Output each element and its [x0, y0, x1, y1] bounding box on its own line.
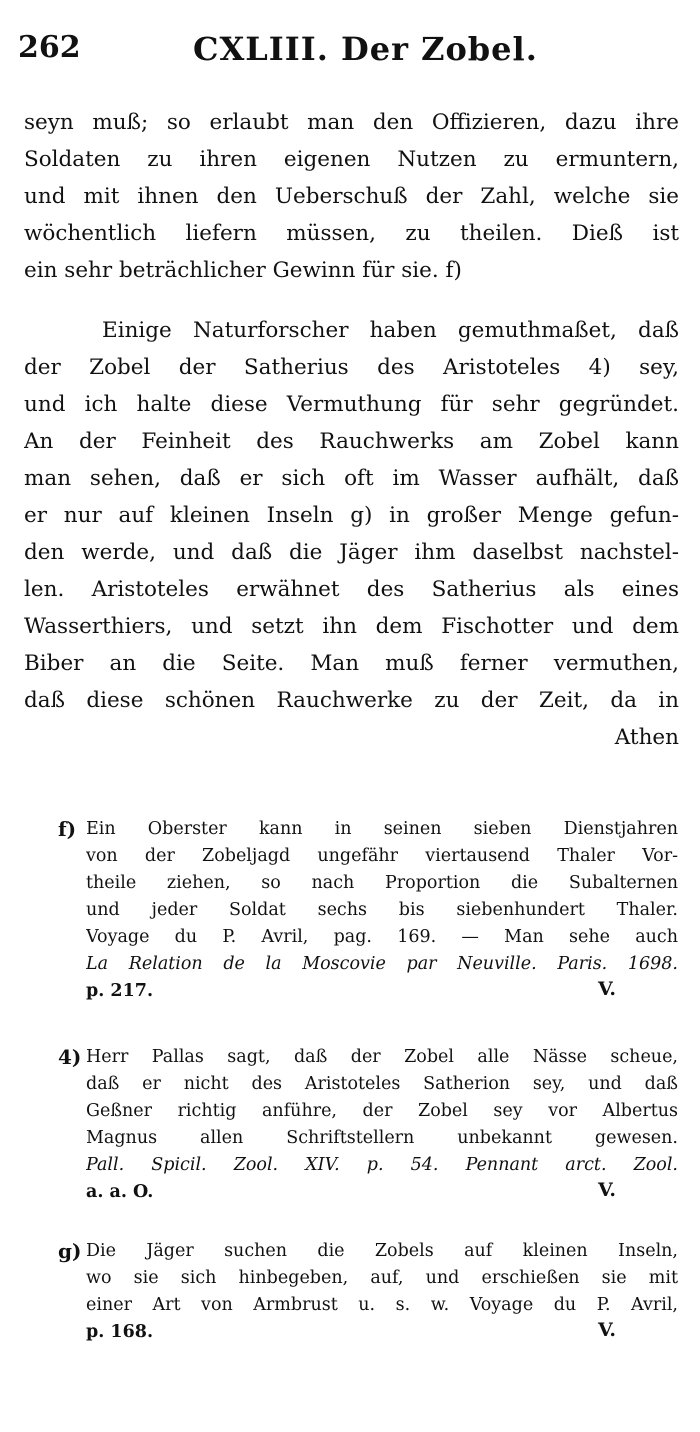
footnote-marker: f) [58, 817, 77, 841]
footnote-line: Voyage du P. Avril, pag. 169. — Man sehe auch [86, 927, 678, 947]
body-line: An der Feinheit des Rauchwerks am Zobel kann [24, 429, 679, 454]
footnote-marker: g) [58, 1239, 82, 1263]
footnote-line: p. 168. [86, 1322, 154, 1342]
body-line: der Zobel der Satherius des Aristoteles 4) sey, [24, 355, 679, 380]
body-line: Soldaten zu ihren eigenen Nutzen zu ermuntern, [24, 147, 679, 172]
running-title: CXLIII. Der Zobel. [193, 30, 538, 68]
footnote-line: einer Art von Armbrust u. s. w. Voyage du P. Avril, [86, 1295, 678, 1315]
page-number: 262 [18, 30, 81, 65]
body-line: Einige Naturforscher haben gemuthmaßet, daß [102, 318, 679, 343]
footnote-marker: 4) [58, 1045, 82, 1069]
footnote-line: Magnus allen Schriftstellern unbekannt gewesen. [86, 1128, 678, 1148]
body-line: daß diese schönen Rauchwerke zu der Zeit, da in [24, 688, 679, 713]
footnote-line: theile ziehen, so nach Proportion die Subalternen [86, 873, 678, 893]
footnote-line: Die Jäger suchen die Zobels auf kleinen Inseln, [86, 1241, 678, 1261]
body-line: er nur auf kleinen Inseln g) in großer Menge gefun- [24, 503, 679, 528]
footnote-signature: V. [597, 1319, 616, 1341]
footnote-citation: Pall. Spicil. Zool. XIV. p. 54. Pennant arct. Zool. [86, 1155, 678, 1175]
body-line: den werde, und daß die Jäger ihm daselbst nachstel- [24, 540, 679, 565]
body-line: Wasserthiers, und setzt ihn dem Fischotter und dem [24, 614, 679, 639]
body-line: man sehen, daß er sich oft im Wasser aufhält, daß [24, 466, 679, 491]
body-line: und mit ihnen den Ueberschuß der Zahl, welche sie [24, 184, 679, 209]
footnote-line: Geßner richtig anführe, der Zobel sey vor Albertus [86, 1101, 678, 1121]
footnote-line: und jeder Soldat sechs bis siebenhundert Thaler. [86, 900, 678, 920]
footnote-line: Ein Oberster kann in seinen sieben Dienstjahren [86, 819, 678, 839]
paragraph-1 [24, 104, 679, 289]
footnote-signature: V. [597, 1179, 616, 1201]
footnote-line: von der Zobeljagd ungefähr viertausend Thaler Vor- [86, 846, 678, 866]
footnote-line: wo sie sich hinbegeben, auf, und erschießen sie mit [86, 1268, 678, 1288]
body-line: len. Aristoteles erwähnet des Satherius als eines [24, 577, 679, 602]
body-line: wöchentlich liefern müssen, zu theilen. Dieß ist [24, 221, 679, 246]
body-line: seyn muß; so erlaubt man den Offizieren, dazu ihre [24, 110, 679, 135]
paragraph-2 [24, 312, 679, 756]
footnote-line: daß er nicht des Aristoteles Satherion sey, und daß [86, 1074, 678, 1094]
footnote-line: a. a. O. [86, 1182, 154, 1202]
footnote-line: Herr Pallas sagt, daß der Zobel alle Nässe scheue, [86, 1047, 678, 1067]
catchword: Athen [614, 725, 679, 750]
page-header [18, 30, 682, 70]
body-line: und ich halte diese Vermuthung für sehr gegründet. [24, 392, 679, 417]
footnote-line: p. 217. [86, 981, 154, 1001]
footnote-signature: V. [597, 978, 616, 1000]
footnote-citation: La Relation de la Moscovie par Neuville. Paris. 1698. [86, 954, 678, 974]
body-line: Biber an die Seite. Man muß ferner vermuthen, [24, 651, 679, 676]
body-line: ein sehr beträchlicher Gewinn für sie. f) [24, 258, 462, 283]
